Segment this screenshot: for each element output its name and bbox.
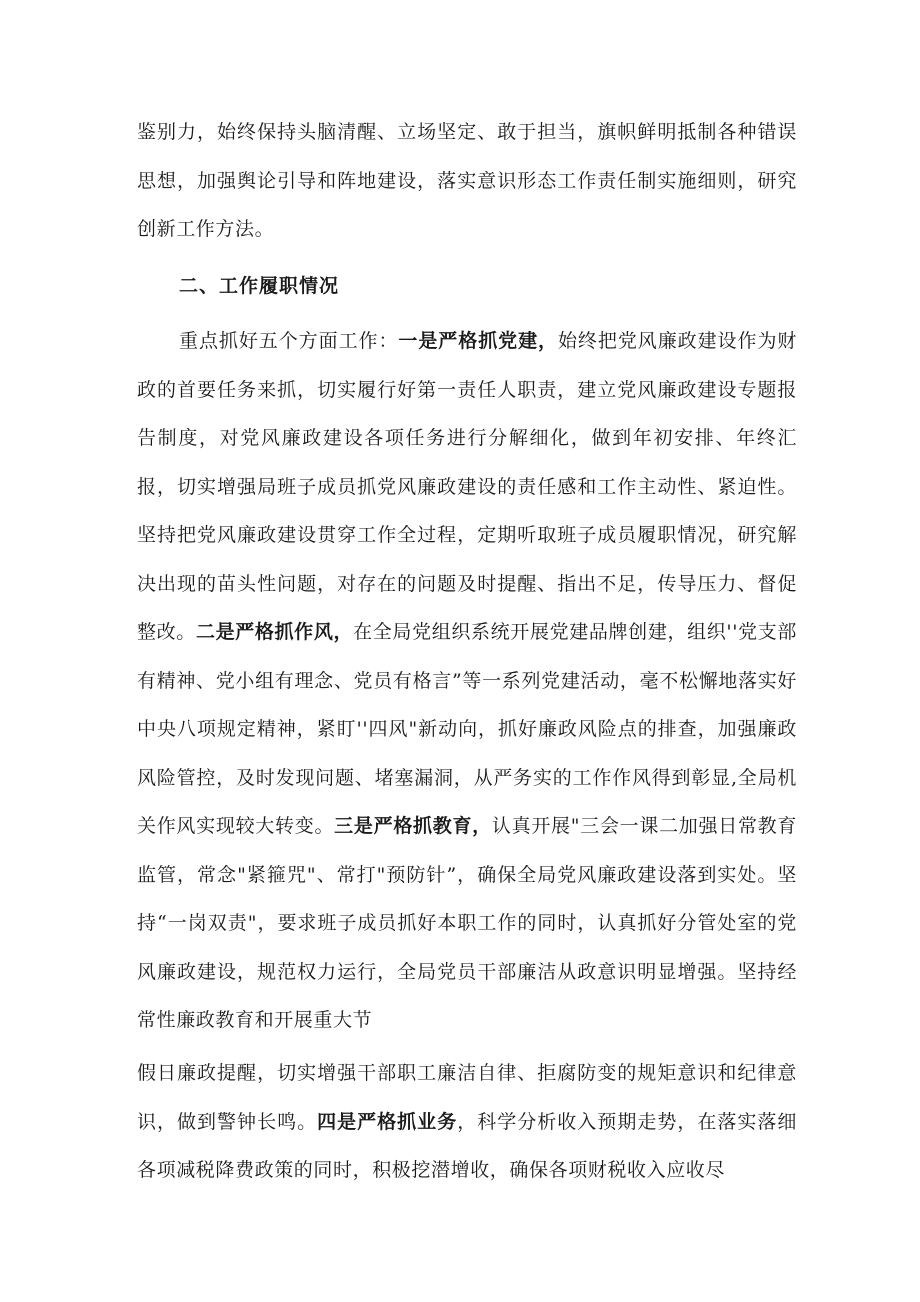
text-segment: ，科学分析收入预期走势，在落实落细各项减税降费政策的同时，积极挖潜增收，确保各项财税收入应收尽 [137, 1110, 798, 1181]
bold-point-2: 二是严格抓作风， [195, 621, 354, 643]
paragraph-intro [137, 108, 797, 254]
bold-point-3: 三是严格抓教育， [334, 815, 492, 837]
paragraph-intro-text: 鉴别力，始终保持头脑清醒、立场坚定、敢于担当，旗帜鲜明抵制各种错误思想，加强舆论引导和阵地建设，落实意识形态工作责任制实施细则，研究创新工作方法。 [137, 121, 797, 240]
text-segment: 假日廉政提醒，切实增强干部职工廉洁自律、拒腐防变的规矩意识和纪律意识，做到警钟长鸣。 [137, 1062, 797, 1133]
section-heading: 二、工作履职情况 [179, 275, 340, 297]
text-segment: 认真开展"三会一课二加强日常教育监管，常念"紧箍咒"、常打"预防针”，确保全局党风廉政建设落到实处。坚持“一岗双责"，要求班子成员抓好本职工作的同时，认真抓好分管处室的党风廉政建设，规范权力运行，全局党员干部廉洁从政意识明显增强。坚持经常性廉政教育和开展重大节 [137, 815, 797, 1031]
paragraph-work-duties [137, 317, 797, 1045]
paragraph-continuation [137, 1049, 797, 1195]
text-segment: 始终把党风廉政建设作为财政的首要任务来抓，切实履行好第一责任人职责，建立党风廉政建设专题报告制度，对党风廉政建设各项任务进行分解细化，做到年初安排、年终汇报，切实增强局班子成员抓党风廉政建设的责任感和工作主动性、紧迫性。坚持把党风廉政建设贯穿工作全过程，定期听取班子成员履职情况，研究解决出现的苗头性问题，对存在的问题及时提醒、指出不足，传导压力、督促整改。 [137, 330, 797, 643]
text-segment: 在全局党组织系统开展党建品牌创建，组织''党支部有精神、党小组有理念、党员有格言”等一系列党建活动，毫不松懈地落实好中央八项规定精神，紧盯''四风"新动向，抓好廉政风险点的排查，加强廉政风险管控，及时发现问题、堵塞漏洞，从严务实的工作作风得到彰显,全局机关作风实现较大转变。 [137, 621, 797, 837]
bold-point-1: 一是严格抓党建， [398, 330, 558, 352]
bold-point-4: 四是严格抓业务 [317, 1110, 458, 1133]
text-segment: 重点抓好五个方面工作： [179, 330, 399, 352]
